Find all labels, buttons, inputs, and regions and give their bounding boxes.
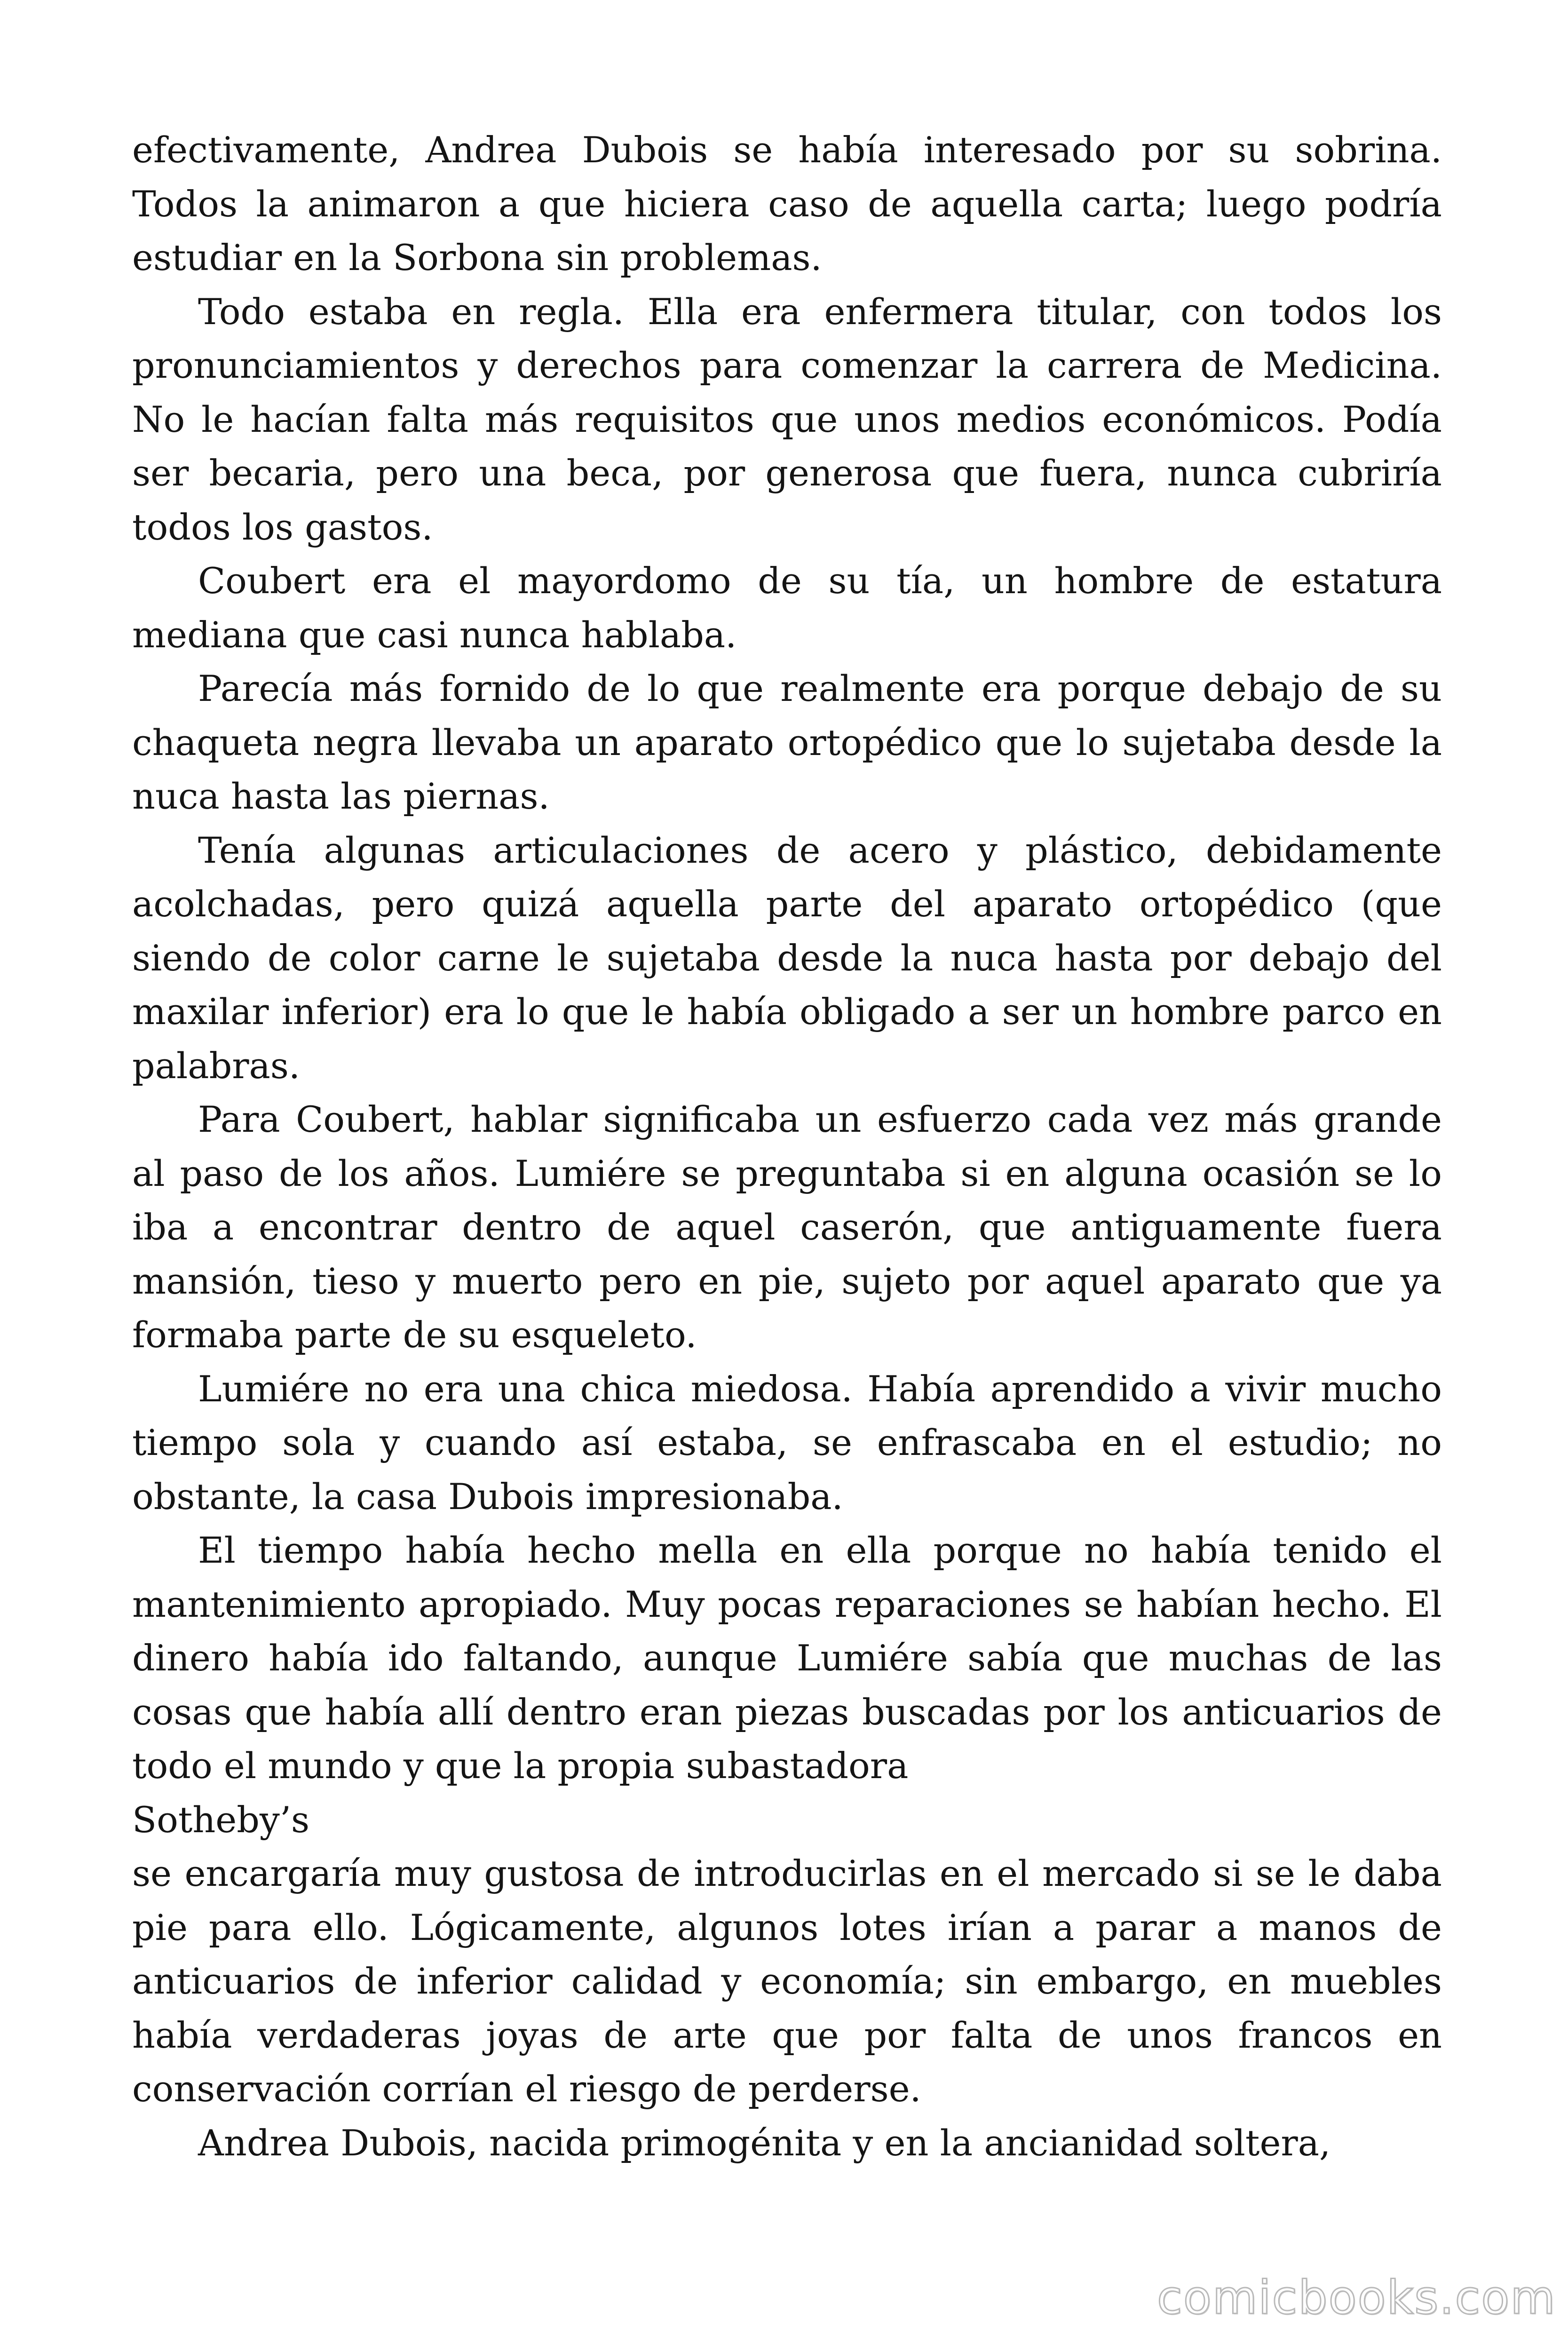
book-page-text — [132, 123, 1442, 2170]
paragraph: Coubert era el mayordomo de su tía, un hombre de estatura mediana que casi nunca hablaba. — [132, 560, 1442, 656]
paragraph: Parecía más fornido de lo que realmente era porque debajo de su chaqueta negra llevaba un aparato ortopédico que lo sujetaba desde la nuca hasta las piernas. — [132, 667, 1442, 817]
paragraph-continuation: efectivamente, Andrea Dubois se había interesado por su sobrina. Todos la animaron a que hiciera caso de aquella carta; luego podría estudiar en la Sorbona sin problemas. — [132, 129, 1442, 278]
site-watermark: comicbooks.com — [1157, 2271, 1556, 2325]
paragraph: Para Coubert, hablar significaba un esfuerzo cada vez más grande al paso de los años. Lumiére se preguntaba si en alguna ocasión se lo iba a encontrar dentro de aquel caserón, que antiguamente fuera mansión, tieso y muerto pero en pie, sujeto por aquel aparato que ya formaba parte de su esqueleto. — [132, 1098, 1442, 1356]
paragraph: Todo estaba en regla. Ella era enfermera titular, con todos los pronunciamientos y derechos para comenzar la carrera de Medicina. No le hacían falta más requisitos que unos medios económicos. Podía ser becaria, pero una beca, por generosa que fuera, nunca cubriría todos los gastos. — [132, 290, 1442, 548]
paragraph-continuation: se encargaría muy gustosa de introducirlas en el mercado si se le daba pie para ello. Lógicamente, algunos lotes irían a parar a manos de anticuarios de inferior calidad y economía; sin embargo, en muebles había verdaderas joyas de arte que por falta de unos francos en conservación corrían el riesgo de perderse. — [132, 1852, 1442, 2110]
paragraph: Tenía algunas articulaciones de acero y plástico, debidamente acolchadas, pero quizá aquella parte del aparato ortopédico (que siendo de color carne le sujetaba desde la nuca hasta por debajo del maxilar inferior) era lo que le había obligado a ser un hombre parco en palabras. — [132, 829, 1442, 1087]
paragraph: El tiempo había hecho mella en ella porque no había tenido el mantenimiento apropiado. Muy pocas reparaciones se habían hecho. El dinero había ido faltando, aunque Lumiére sabía que muchas de las cosas que había allí dentro eran piezas buscadas por los anticuarios de todo el mundo y que la propia subastadora — [132, 1529, 1442, 1787]
paragraph: Lumiére no era una chica miedosa. Había aprendido a vivir mucho tiempo sola y cuando así estaba, se enfrascaba en el estudio; no obstante, la casa Dubois impresionaba. — [132, 1367, 1442, 1518]
paragraph-fragment: Sotheby’s — [132, 1798, 310, 1841]
paragraph: Andrea Dubois, nacida primogénita y en la ancianidad soltera, — [198, 2122, 1331, 2164]
